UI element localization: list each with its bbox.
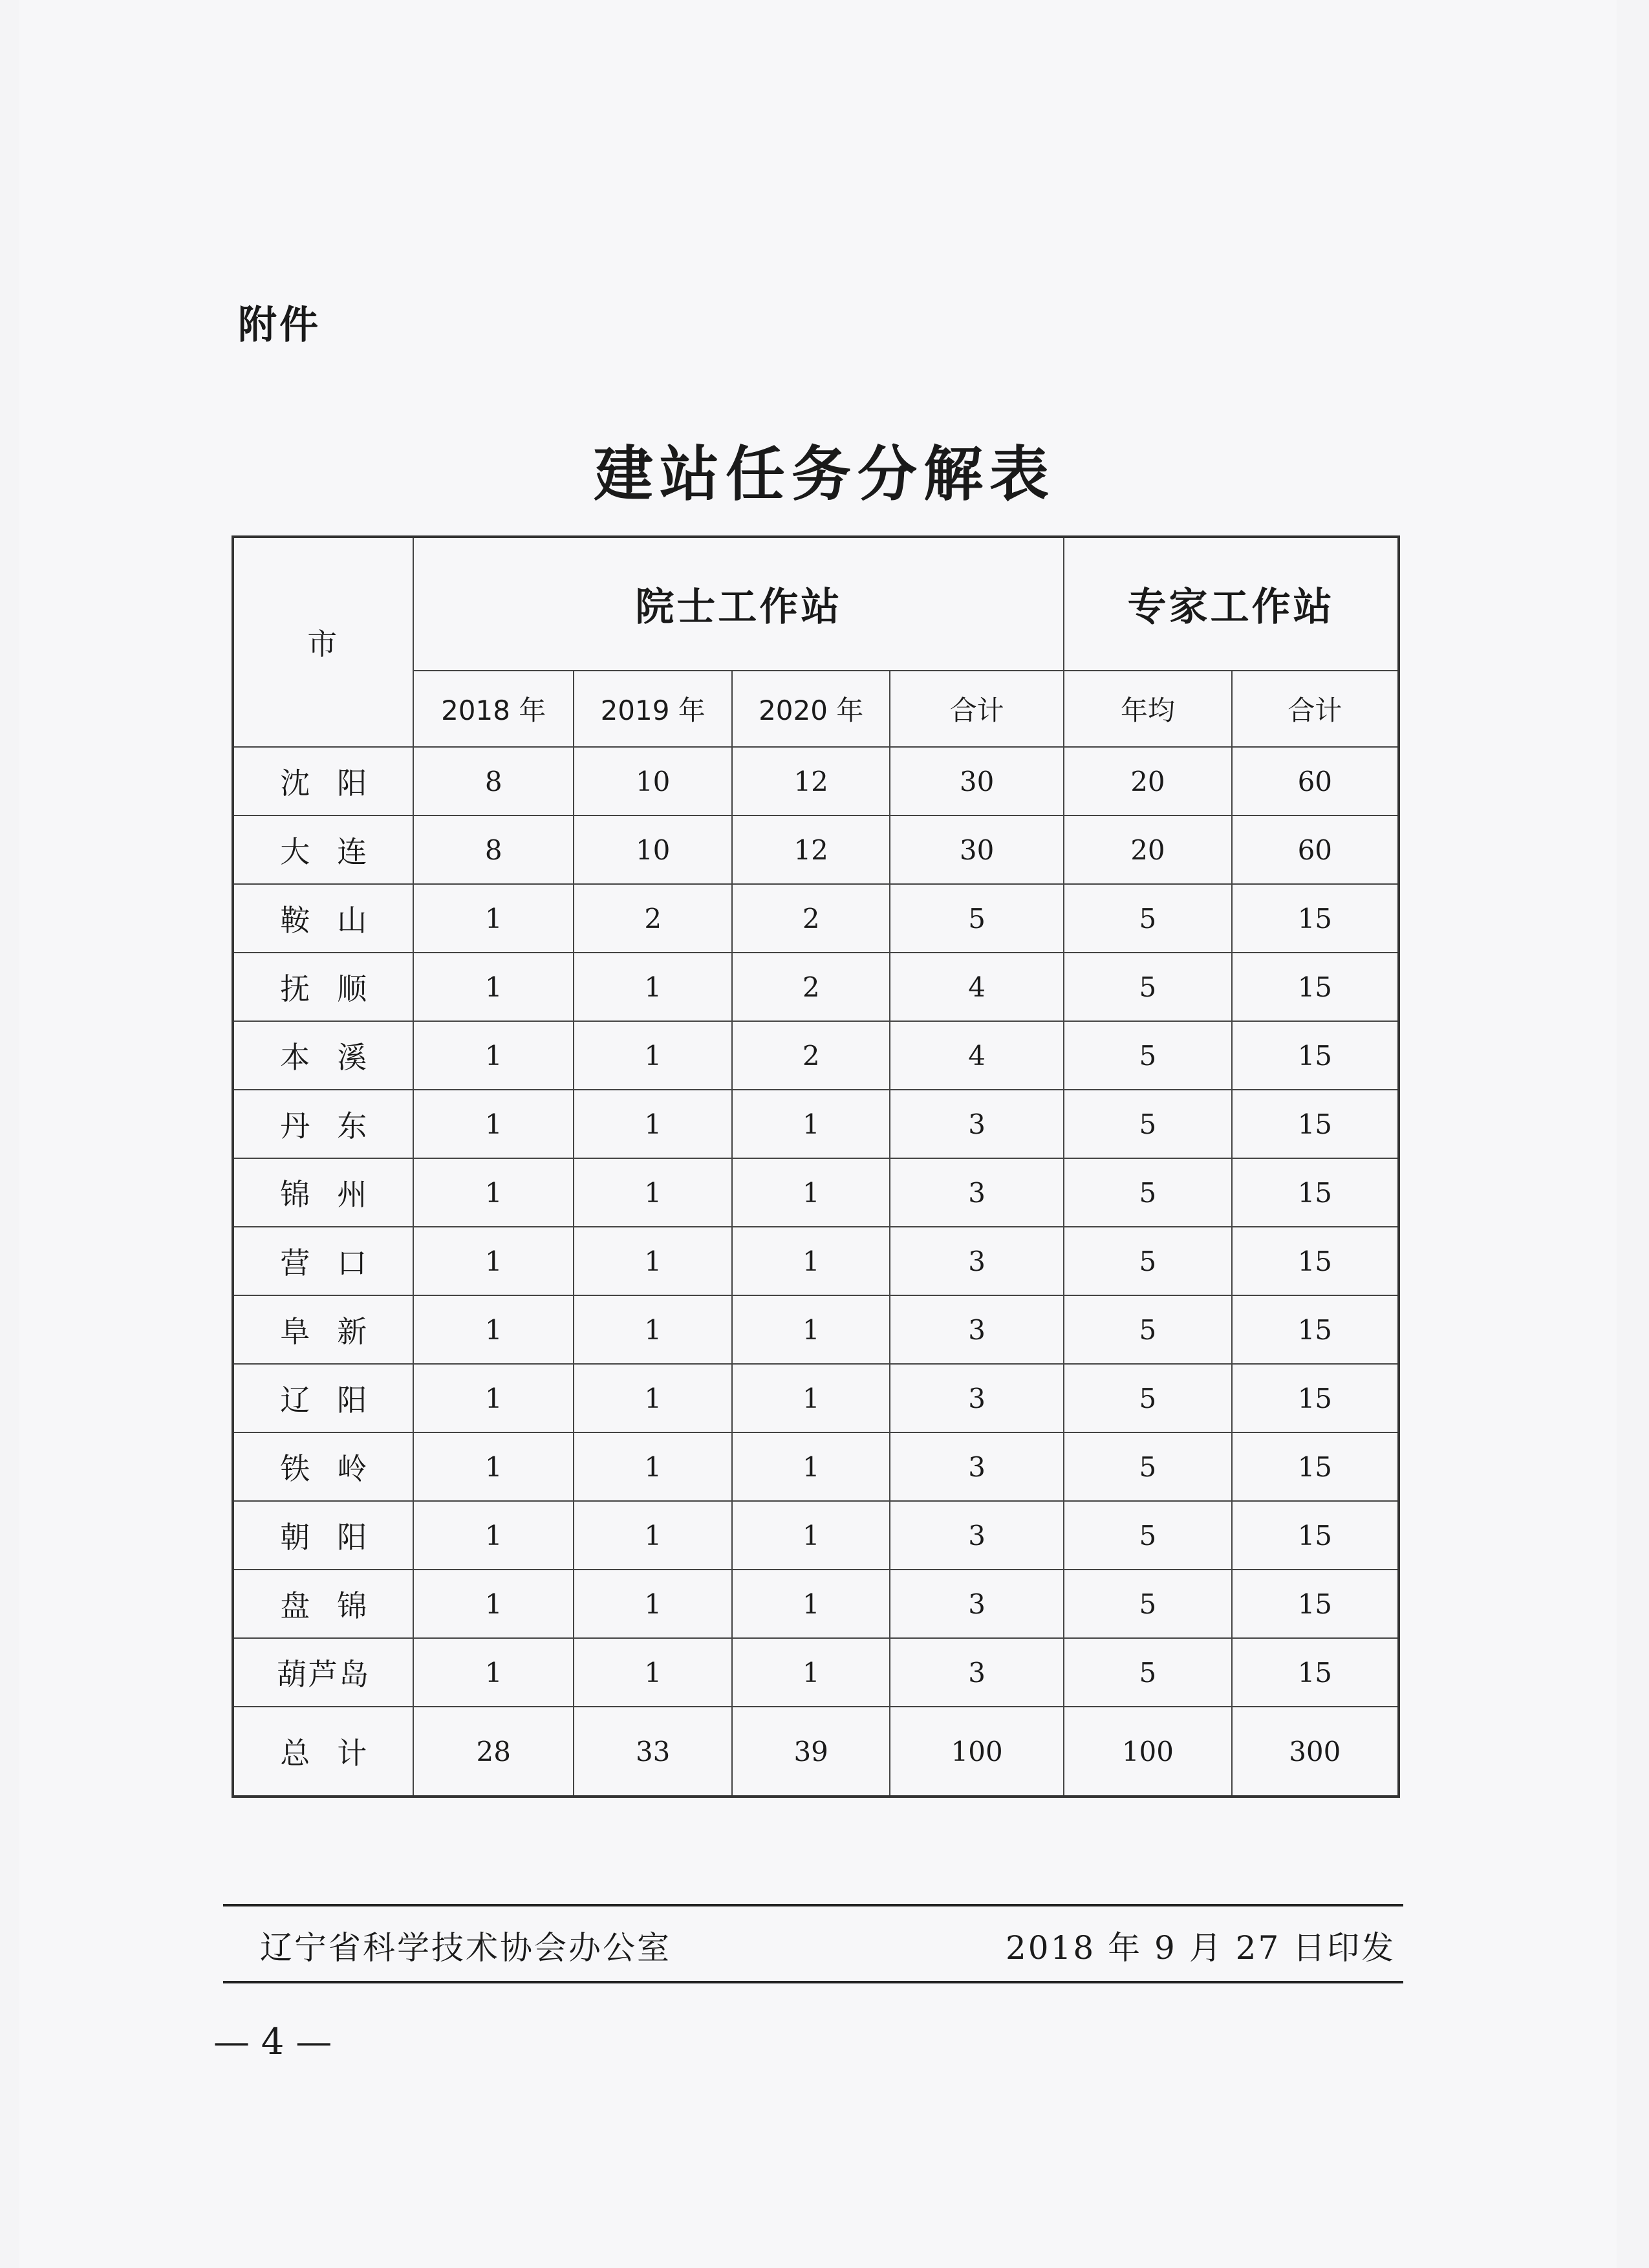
footer-top-rule	[223, 1904, 1403, 1906]
value-cell-exp-total: 15	[1232, 1090, 1399, 1158]
value-cell-acad-total: 3	[890, 1295, 1064, 1364]
value-cell-exp-total: 15	[1232, 1432, 1399, 1501]
value-cell-y2018: 1	[413, 1295, 573, 1364]
table-row	[233, 1295, 1399, 1364]
value-cell-y2020: 2	[732, 1021, 890, 1090]
value-cell-exp-total: 15	[1232, 1021, 1399, 1090]
value-cell-exp-avg: 5	[1064, 1227, 1231, 1295]
value-cell-y2020: 2	[732, 953, 890, 1021]
total-row	[233, 1707, 1399, 1797]
city-cell: 大连	[233, 815, 413, 884]
value-cell-y2019: 1	[574, 1295, 733, 1364]
table-row	[233, 1227, 1399, 1295]
value-cell-exp-avg: 5	[1064, 1090, 1231, 1158]
city-cell: 营口	[233, 1227, 413, 1295]
value-cell-exp-total: 15	[1232, 1227, 1399, 1295]
value-cell-y2018: 8	[413, 747, 573, 815]
table-row	[233, 884, 1399, 953]
value-cell-y2019: 1	[574, 1364, 733, 1432]
expert-station-header: 专家工作站	[1064, 537, 1399, 671]
value-cell-y2019: 1	[574, 1021, 733, 1090]
value-cell-y2020: 1	[732, 1432, 890, 1501]
header-2018: 2018 年	[413, 671, 573, 747]
value-cell-y2020: 1	[732, 1158, 890, 1227]
academician-station-header: 院士工作站	[413, 537, 1064, 671]
total-expert-avg: 100	[1064, 1707, 1231, 1797]
table-row	[233, 1158, 1399, 1227]
value-cell-y2020: 2	[732, 884, 890, 953]
footer-bottom-rule	[223, 1981, 1403, 1983]
value-cell-y2019: 10	[574, 747, 733, 815]
table-body	[233, 747, 1399, 1707]
value-cell-exp-avg: 5	[1064, 1021, 1231, 1090]
value-cell-y2019: 1	[574, 953, 733, 1021]
table-row	[233, 1432, 1399, 1501]
value-cell-y2018: 1	[413, 1638, 573, 1707]
value-cell-y2018: 1	[413, 1158, 573, 1227]
total-2018: 28	[413, 1707, 573, 1797]
value-cell-exp-avg: 5	[1064, 1501, 1231, 1570]
value-cell-exp-avg: 5	[1064, 1638, 1231, 1707]
value-cell-y2020: 1	[732, 1090, 890, 1158]
total-2019: 33	[574, 1707, 733, 1797]
value-cell-acad-total: 3	[890, 1090, 1064, 1158]
city-cell: 抚顺	[233, 953, 413, 1021]
value-cell-acad-total: 3	[890, 1432, 1064, 1501]
value-cell-y2019: 1	[574, 1432, 733, 1501]
value-cell-exp-avg: 5	[1064, 953, 1231, 1021]
value-cell-y2020: 1	[732, 1227, 890, 1295]
city-cell: 鞍山	[233, 884, 413, 953]
city-cell: 辽阳	[233, 1364, 413, 1432]
table-row	[233, 1638, 1399, 1707]
value-cell-exp-total: 15	[1232, 1638, 1399, 1707]
value-cell-y2018: 1	[413, 1570, 573, 1638]
value-cell-exp-total: 15	[1232, 1364, 1399, 1432]
value-cell-acad-total: 3	[890, 1158, 1064, 1227]
value-cell-y2020: 12	[732, 815, 890, 884]
value-cell-acad-total: 30	[890, 815, 1064, 884]
value-cell-exp-avg: 5	[1064, 1158, 1231, 1227]
header-academician-total: 合计	[890, 671, 1064, 747]
city-cell: 朝阳	[233, 1501, 413, 1570]
value-cell-y2018: 1	[413, 1432, 573, 1501]
value-cell-exp-avg: 5	[1064, 1295, 1231, 1364]
value-cell-acad-total: 3	[890, 1638, 1064, 1707]
value-cell-acad-total: 3	[890, 1570, 1064, 1638]
value-cell-exp-total: 60	[1232, 815, 1399, 884]
attachment-label: 附件	[238, 303, 321, 348]
value-cell-y2018: 1	[413, 1501, 573, 1570]
value-cell-acad-total: 3	[890, 1364, 1064, 1432]
value-cell-y2019: 1	[574, 1570, 733, 1638]
value-cell-acad-total: 4	[890, 953, 1064, 1021]
city-cell: 盘锦	[233, 1570, 413, 1638]
table-row	[233, 1364, 1399, 1432]
value-cell-y2018: 1	[413, 1090, 573, 1158]
table-row	[233, 953, 1399, 1021]
value-cell-y2020: 1	[732, 1295, 890, 1364]
value-cell-y2018: 1	[413, 884, 573, 953]
value-cell-exp-total: 15	[1232, 1158, 1399, 1227]
total-academician: 100	[890, 1707, 1064, 1797]
header-expert-annual-avg: 年均	[1064, 671, 1231, 747]
value-cell-exp-avg: 5	[1064, 1432, 1231, 1501]
task-breakdown-table	[232, 535, 1400, 1798]
value-cell-exp-avg: 5	[1064, 1364, 1231, 1432]
header-2019: 2019 年	[574, 671, 733, 747]
value-cell-y2020: 1	[732, 1638, 890, 1707]
value-cell-y2018: 1	[413, 1227, 573, 1295]
city-cell: 铁岭	[233, 1432, 413, 1501]
value-cell-y2019: 1	[574, 1158, 733, 1227]
city-cell: 葫芦岛	[233, 1638, 413, 1707]
value-cell-y2020: 1	[732, 1501, 890, 1570]
value-cell-y2019: 1	[574, 1227, 733, 1295]
city-cell: 沈阳	[233, 747, 413, 815]
value-cell-exp-total: 15	[1232, 1295, 1399, 1364]
table-row	[233, 1570, 1399, 1638]
value-cell-exp-avg: 5	[1064, 1570, 1231, 1638]
value-cell-exp-total: 15	[1232, 1501, 1399, 1570]
value-cell-exp-total: 15	[1232, 953, 1399, 1021]
table-row	[233, 1090, 1399, 1158]
value-cell-y2019: 2	[574, 884, 733, 953]
city-cell: 丹东	[233, 1090, 413, 1158]
value-cell-y2018: 8	[413, 815, 573, 884]
header-2020: 2020 年	[732, 671, 890, 747]
table-row	[233, 747, 1399, 815]
table-row	[233, 1021, 1399, 1090]
value-cell-y2020: 12	[732, 747, 890, 815]
total-2020: 39	[732, 1707, 890, 1797]
issue-date: 2018 年 9 月 27 日印发	[1006, 1929, 1396, 1967]
value-cell-exp-avg: 20	[1064, 747, 1231, 815]
value-cell-acad-total: 3	[890, 1501, 1064, 1570]
value-cell-exp-avg: 5	[1064, 884, 1231, 953]
header-expert-total: 合计	[1232, 671, 1399, 747]
value-cell-acad-total: 30	[890, 747, 1064, 815]
value-cell-exp-avg: 20	[1064, 815, 1231, 884]
value-cell-y2019: 10	[574, 815, 733, 884]
city-column-header: 市	[233, 537, 413, 747]
value-cell-exp-total: 60	[1232, 747, 1399, 815]
value-cell-y2018: 1	[413, 1364, 573, 1432]
value-cell-y2018: 1	[413, 1021, 573, 1090]
value-cell-y2019: 1	[574, 1501, 733, 1570]
value-cell-y2018: 1	[413, 953, 573, 1021]
value-cell-exp-total: 15	[1232, 884, 1399, 953]
value-cell-y2019: 1	[574, 1090, 733, 1158]
city-cell: 本溪	[233, 1021, 413, 1090]
city-cell: 锦州	[233, 1158, 413, 1227]
value-cell-y2020: 1	[732, 1570, 890, 1638]
value-cell-acad-total: 3	[890, 1227, 1064, 1295]
document-title: 建站任务分解表	[593, 439, 1055, 509]
value-cell-y2020: 1	[732, 1364, 890, 1432]
value-cell-exp-total: 15	[1232, 1570, 1399, 1638]
total-label: 总计	[233, 1707, 413, 1797]
table-row	[233, 815, 1399, 884]
value-cell-y2019: 1	[574, 1638, 733, 1707]
total-expert: 300	[1232, 1707, 1399, 1797]
city-cell: 阜新	[233, 1295, 413, 1364]
value-cell-acad-total: 5	[890, 884, 1064, 953]
table-row	[233, 1501, 1399, 1570]
value-cell-acad-total: 4	[890, 1021, 1064, 1090]
issuer-name: 辽宁省科学技术协会办公室	[260, 1929, 671, 1967]
page-number: — 4 —	[213, 2021, 332, 2063]
